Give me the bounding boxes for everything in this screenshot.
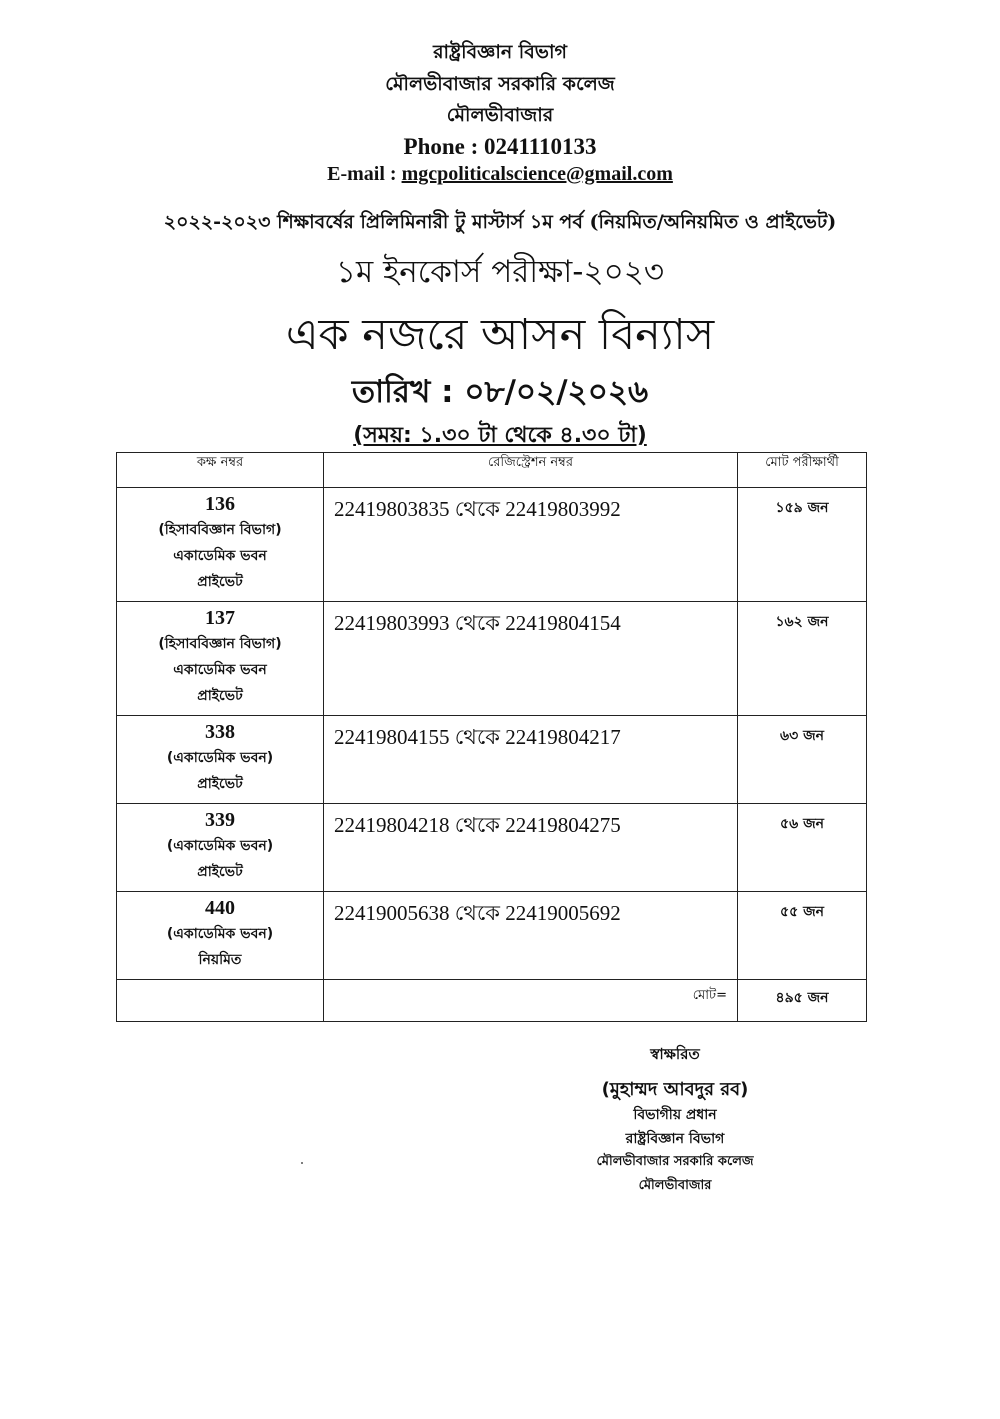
room-detail: প্রাইভেট [197, 688, 243, 704]
room-cell [117, 804, 324, 892]
signatory-department: রাষ্ট্রবিজ্ঞান বিভাগ [625, 1131, 725, 1147]
room-cell [117, 716, 324, 804]
room-detail: (একাডেমিক ভবন) [166, 926, 274, 942]
registration-range: 22419803993 থেকে 22419804154 [324, 602, 738, 716]
room-detail: (হিসাববিজ্ঞান বিভাগ) [158, 636, 282, 652]
college-name: মৌলভীবাজার সরকারি কলেজ [385, 73, 615, 95]
room-detail: প্রাইভেট [197, 776, 243, 792]
email-address[interactable]: mgcpoliticalscience@gmail.com [401, 163, 673, 185]
exam-time: (সময়: ১.৩০ টা থেকে ৪.৩০ টা) [353, 423, 647, 448]
registration-range: 22419804218 থেকে 22419804275 [324, 804, 738, 892]
room-detail: প্রাইভেট [197, 574, 243, 590]
total-value: ৪৯৫ জন [738, 980, 867, 1022]
room-detail: নিয়মিত [198, 952, 242, 968]
signature-signed: স্বাক্ষরিত [650, 1045, 700, 1063]
room-cell [117, 892, 324, 980]
table-row [117, 892, 867, 980]
room-detail: (একাডেমিক ভবন) [166, 838, 274, 854]
column-header-room: কক্ষ নম্বর [117, 453, 324, 488]
total-empty-cell [117, 980, 324, 1022]
table-row [117, 804, 867, 892]
registration-range: 22419803835 থেকে 22419803992 [324, 488, 738, 602]
examinee-count: ৬৩ জন [738, 716, 867, 804]
room-number: 338 [205, 721, 235, 743]
column-header-registration: রেজিস্ট্রেশন নম্বর [324, 453, 738, 488]
room-number: 136 [205, 493, 235, 515]
email-label: E-mail : [327, 163, 402, 185]
session-line: ২০২২-২০২৩ শিক্ষাবর্ষের প্রিলিমিনারী টু মাস্টার্স ১ম পর্ব (নিয়মিত/অনিয়মিত ও প্রাইভেট) [163, 211, 837, 233]
total-label: মোট= [324, 980, 738, 1022]
room-number: 339 [205, 809, 235, 831]
email-line [0, 163, 1000, 186]
table-header-row [117, 453, 867, 488]
room-cell [117, 488, 324, 602]
examinee-count: ১৫৯ জন [738, 488, 867, 602]
exam-line: ১ম ইনকোর্স পরীক্ষা-২০২৩ [335, 254, 665, 290]
column-header-total: মোট পরীক্ষার্থী [738, 453, 867, 488]
table-row [117, 716, 867, 804]
table-row [117, 488, 867, 602]
signatory-city: মৌলভীবাজার [638, 1178, 712, 1193]
seat-plan-table [116, 452, 867, 1022]
examinee-count: ৫৬ জন [738, 804, 867, 892]
examinee-count: ১৬২ জন [738, 602, 867, 716]
registration-range: 22419005638 থেকে 22419005692 [324, 892, 738, 980]
registration-range: 22419804155 থেকে 22419804217 [324, 716, 738, 804]
phone-number: Phone : 0241110133 [403, 134, 597, 159]
room-cell [117, 602, 324, 716]
signatory-college: মৌলভীবাজার সরকারি কলেজ [596, 1154, 754, 1169]
examinee-count: ৫৫ জন [738, 892, 867, 980]
city-name: মৌলভীবাজার [446, 104, 554, 126]
room-detail: একাডেমিক ভবন [173, 662, 267, 678]
total-row [117, 980, 867, 1022]
room-detail: প্রাইভেট [197, 864, 243, 880]
room-detail: একাডেমিক ভবন [173, 548, 267, 564]
signatory-designation: বিভাগীয় প্রধান [633, 1107, 717, 1123]
room-number: 440 [205, 897, 235, 919]
department-heading: রাষ্ট্রবিজ্ঞান বিভাগ [433, 41, 567, 63]
exam-date: তারিখ : ০৮/০২/২০২৬ [351, 374, 649, 410]
scan-speck [301, 1162, 303, 1164]
room-detail: (একাডেমিক ভবন) [166, 750, 274, 766]
table-row [117, 602, 867, 716]
room-detail: (হিসাববিজ্ঞান বিভাগ) [158, 522, 282, 538]
signatory-name: (মুহাম্মদ আবদুর রব) [601, 1079, 749, 1100]
room-number: 137 [205, 607, 235, 629]
page-title: এক নজরে আসন বিন্যাস [285, 310, 715, 360]
